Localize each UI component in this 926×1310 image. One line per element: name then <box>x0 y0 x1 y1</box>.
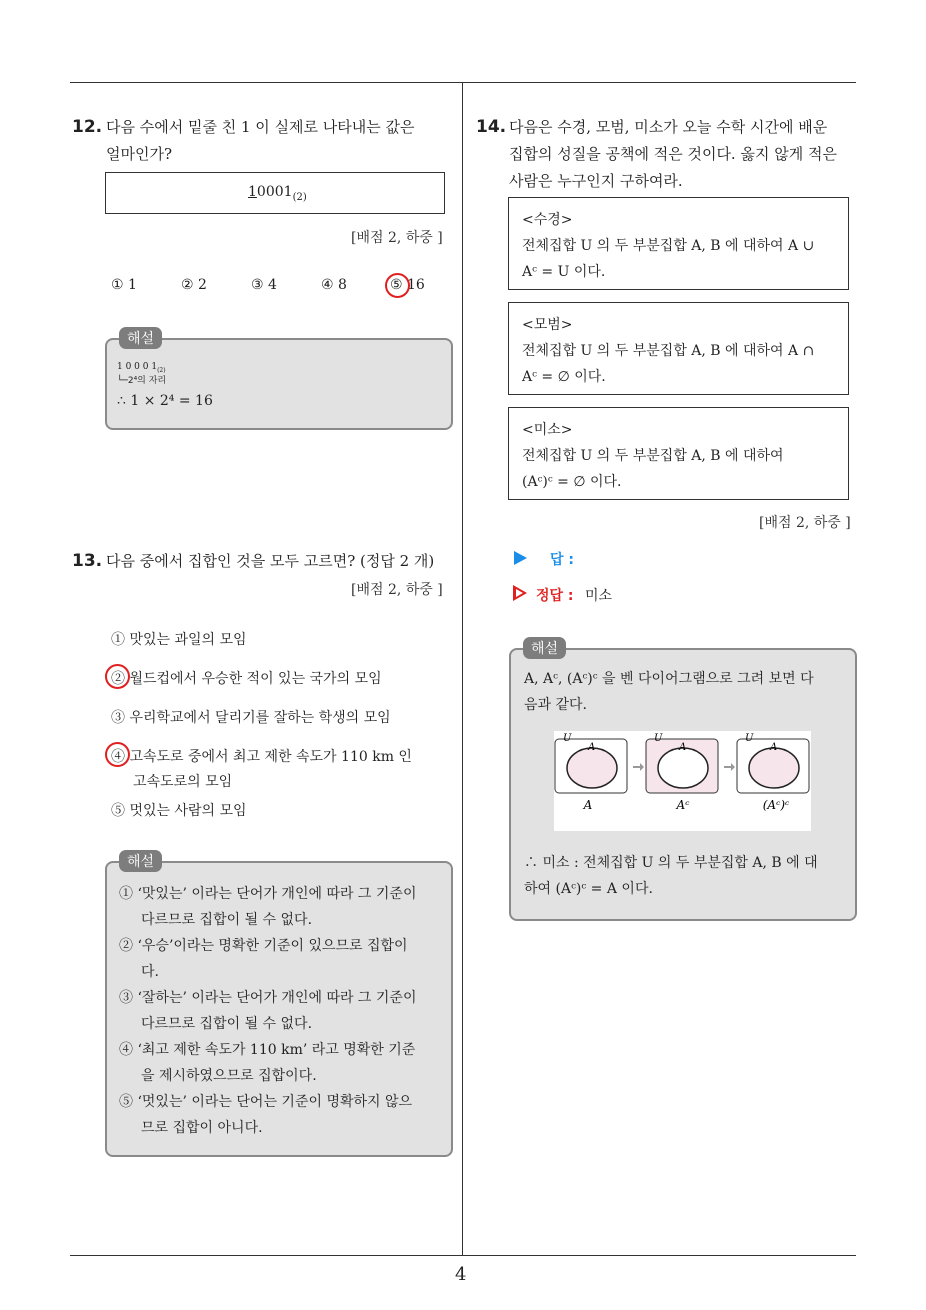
q12-underlined-digit: 1 <box>248 184 257 200</box>
q14-statement-name: <모범> <box>522 317 573 333</box>
q14-conclusion-line1: ∴ 미소 : 전체집합 U 의 두 부분집합 A, B 에 대 <box>524 855 818 871</box>
venn-u-label-3: U <box>745 733 754 744</box>
q12-choice-3[interactable]: ③ 4 <box>251 277 277 293</box>
venn-u-label-2: U <box>654 733 663 744</box>
q12-number: 12. <box>72 117 103 137</box>
q13-solution-line: 다르므로 집합이 될 수 없다. <box>141 912 313 928</box>
q13-answer-mark-4-icon <box>105 742 130 767</box>
q14-statement-line1: 전체집합 U 의 두 부분집합 A, B 에 대하여 <box>522 448 784 464</box>
q12-solution-tag: 해설 <box>119 327 162 349</box>
q14-solution-line2: 음과 같다. <box>524 697 587 713</box>
venn-diagram-svg <box>554 731 811 831</box>
q13-choice-4-cont: 고속도로의 모임 <box>133 774 233 790</box>
venn-set-a-3 <box>749 748 799 788</box>
q13-choice-1[interactable]: ① 맛있는 과일의 모임 <box>111 632 247 648</box>
q14-correct-label: 정답 : <box>536 588 574 604</box>
venn-arrow-1-icon <box>633 763 644 771</box>
q13-answer-mark-2-icon <box>105 664 130 689</box>
venn-a-label-3: A <box>770 742 778 753</box>
q13-solution-box <box>105 861 453 1157</box>
q12-solution-place: └─2⁴의 자리 <box>117 376 167 386</box>
q12-text-line2: 얼마인가? <box>106 145 173 163</box>
q13-solution-tag: 해설 <box>119 850 162 872</box>
q12-solution-result: ∴ 1 × 2⁴ = 16 <box>117 393 213 409</box>
q14-statement-line2: (Aᶜ)ᶜ = ∅ 이다. <box>522 474 622 490</box>
venn-caption-2: Aᶜ <box>676 798 690 812</box>
q12-choice-1[interactable]: ① 1 <box>111 277 137 293</box>
venn-a-label-1: A <box>588 742 596 753</box>
q14-statement-box-miso <box>508 407 849 500</box>
venn-caption-1: A <box>583 798 593 812</box>
q14-number: 14. <box>476 117 507 137</box>
q14-statement-line2: Aᶜ = ∅ 이다. <box>522 369 606 385</box>
q13-number: 13. <box>72 551 103 571</box>
venn-set-a-2 <box>658 748 708 788</box>
q14-solution-tag: 해설 <box>523 637 566 659</box>
q13-solution-line: ⑤ ‘멋있는’ 이라는 단어는 기준이 명확하지 않으 <box>119 1094 413 1110</box>
q13-solution-line: 다. <box>141 964 159 980</box>
q13-solution-line: 므로 집합이 아니다. <box>141 1120 263 1136</box>
top-rule <box>70 82 856 83</box>
q12-text-line1: 다음 수에서 밑줄 친 1 이 실제로 나타내는 값은 <box>106 118 415 136</box>
q12-solution-digits-sub: (2) <box>157 366 166 374</box>
q12-number-box <box>105 172 445 214</box>
q12-solution-box <box>105 338 453 430</box>
q12-choice-4[interactable]: ④ 8 <box>321 277 347 293</box>
venn-a-label-2: A <box>679 742 687 753</box>
venn-set-a-1 <box>567 748 617 788</box>
column-divider <box>462 83 463 1255</box>
q13-solution-line: ④ ‘최고 제한 속도가 110 km’ 라고 명확한 기준 <box>119 1042 416 1058</box>
q14-correct-value: 미소 <box>585 588 613 604</box>
q13-text: 다음 중에서 집합인 것을 모두 고르면? (정답 2 개) <box>106 552 435 570</box>
q14-statement-line1: 전체집합 U 의 두 부분집합 A, B 에 대하여 A ∩ <box>522 343 815 359</box>
q13-solution-line: 을 제시하였으므로 집합이다. <box>141 1068 317 1084</box>
q12-box-subscript: (2) <box>292 191 307 203</box>
q13-choice-5[interactable]: ⑤ 멋있는 사람의 모임 <box>111 803 247 819</box>
q12-solution-digits: 1 0 0 0 1 <box>117 362 158 372</box>
q14-solution-line1: A, Aᶜ, (Aᶜ)ᶜ 을 벤 다이어그램으로 그려 보면 다 <box>524 671 814 687</box>
q13-choice-4[interactable]: ④ 고속도로 중에서 최고 제한 속도가 110 km 인 <box>111 749 412 765</box>
q12-choice-5[interactable]: ⑤ 16 <box>390 277 425 293</box>
q14-answer-label: 답 : <box>550 552 574 568</box>
venn-diagram-figure <box>554 731 811 831</box>
q14-statement-name: <미소> <box>522 422 573 438</box>
q14-answer-marker-icon <box>514 551 527 565</box>
q14-statement-line1: 전체집합 U 의 두 부분집합 A, B 에 대하여 A ∪ <box>522 238 815 254</box>
q12-box-rest: 0001 <box>256 184 293 200</box>
q12-answer-mark-icon <box>385 273 410 298</box>
q14-text-line3: 사람은 누구인지 구하여라. <box>509 172 683 190</box>
venn-caption-3: (Aᶜ)ᶜ <box>762 798 790 812</box>
q13-solution-line: ② ‘우승’이라는 명확한 기준이 있으므로 집합이 <box>119 938 408 954</box>
q14-statement-box-mobeom <box>508 302 849 395</box>
q13-solution-line: ① ‘맛있는’ 이라는 단어가 개인에 따라 그 기준이 <box>119 886 417 902</box>
q13-choice-3[interactable]: ③ 우리학교에서 달리기를 잘하는 학생의 모임 <box>111 710 391 726</box>
q14-statement-line2: Aᶜ = U 이다. <box>522 264 606 280</box>
q13-choice-2[interactable]: ② 월드컵에서 우승한 적이 있는 국가의 모임 <box>111 671 382 687</box>
q14-text-line2: 집합의 성질을 공책에 적은 것이다. 옳지 않게 적은 <box>509 145 837 163</box>
q14-statement-name: <수경> <box>522 212 573 228</box>
page-number: 4 <box>455 1264 467 1285</box>
venn-arrow-2-icon <box>724 763 735 771</box>
bottom-rule <box>70 1255 856 1256</box>
q14-text-line1: 다음은 수경, 모범, 미소가 오늘 수학 시간에 배운 <box>509 118 828 136</box>
q13-solution-line: 다르므로 집합이 될 수 없다. <box>141 1016 313 1032</box>
q13-solution-line: ③ ‘잘하는’ 이라는 단어가 개인에 따라 그 기준이 <box>119 990 417 1006</box>
q14-conclusion-line2: 하여 (Aᶜ)ᶜ = A 이다. <box>524 881 653 897</box>
q13-score: [배점 2, 하중 ] <box>351 582 443 598</box>
q12-score: [배점 2, 하중 ] <box>351 230 443 246</box>
q14-score: [배점 2, 하중 ] <box>759 515 851 531</box>
q12-choice-2[interactable]: ② 2 <box>181 277 207 293</box>
venn-u-label-1: U <box>563 733 572 744</box>
q14-statement-box-sugyeong <box>508 197 849 290</box>
